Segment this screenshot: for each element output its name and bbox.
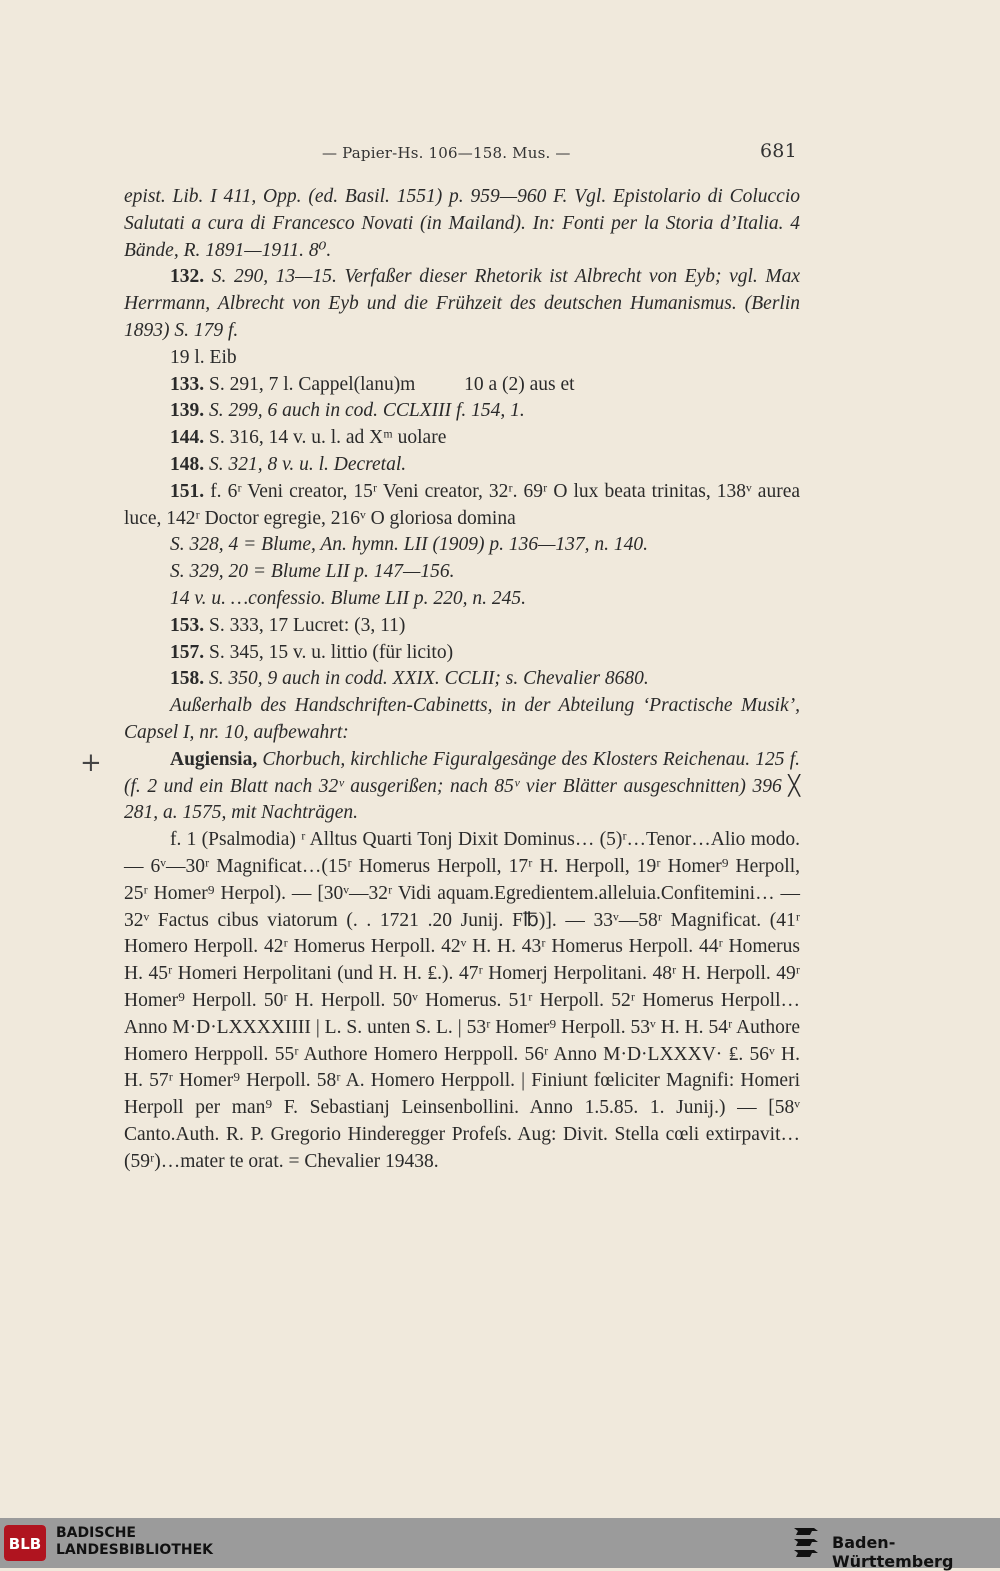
- note-text: S. 350, 9 auch in codd. XXIX. CCLII; s. Chevalier 8680.: [209, 668, 649, 690]
- note-number: 148.: [170, 453, 205, 475]
- note-number: 132.: [170, 266, 205, 288]
- note-133: [124, 372, 800, 399]
- entry-title: Augiensia,: [170, 748, 258, 770]
- note-text: S. 321, 8 v. u. l. Decretal.: [209, 453, 407, 475]
- note-number: 151.: [170, 480, 205, 502]
- footer-bar: [0, 1518, 1000, 1571]
- note-number: 158.: [170, 668, 205, 690]
- blb-line1: BADISCHE: [56, 1525, 136, 1541]
- note-151: [124, 479, 800, 533]
- running-header: [322, 140, 822, 162]
- paragraph-ausserhalb: Außerhalb des Handschriften-Cabinetts, in der Abteilung ‘Practische Musik’, Capsel I, nr. 10, aufbewahrt:: [124, 695, 800, 743]
- note-153: [124, 613, 800, 640]
- entry-description: Chorbuch, kirchliche Figuralgesänge des Klosters Reichenau. 125 f. (f. 2 und ein Blatt nach 32ᵛ ausgerißen; nach 85ᵛ vier Blätter ausgeschnitten) 396 ╳ 281, a. 1575, mit Nachträgen.: [124, 748, 800, 824]
- note-158: [124, 666, 800, 693]
- note-144: [124, 425, 800, 452]
- note-text: S. 290, 13—15. Verfaßer dieser Rhetorik ist Albrecht von Eyb; vgl. Max Herrmann, Albrecht von Eyb und die Frühzeit des deutschen Humanismus. (Berlin 1893) S. 179 f.: [124, 266, 801, 341]
- note-number: 157.: [170, 641, 205, 663]
- note-number: 153.: [170, 614, 205, 636]
- note-14: 14 v. u. …confessio. Blume LII p. 220, n. 245.: [170, 587, 527, 609]
- note-number: 144.: [170, 427, 205, 449]
- note-text: S. 333, 17 Lucret: (3, 11): [209, 614, 406, 636]
- blb-line2: LANDESBIBLIOTHEK: [56, 1542, 214, 1558]
- note-text: f. 6ʳ Veni creator, 15ʳ Veni creator, 32ʳ. 69ʳ O lux beata trinitas, 138ᵛ aurea luce, 142ʳ Doctor egregie, 216ᵛ O gloriosa domina: [124, 480, 800, 529]
- note-148: [124, 452, 800, 479]
- blb-name[interactable]: [56, 1525, 213, 1559]
- note-132: [124, 264, 800, 344]
- entry-augiensia: [124, 747, 800, 827]
- note-329: S. 329, 20 = Blume LII p. 147—156.: [170, 561, 455, 583]
- note-text: S. 316, 14 v. u. l. ad Xᵐ uolare: [209, 427, 447, 449]
- note-139: [124, 398, 800, 425]
- entry-contents: f. 1 (Psalmodia) ʳ Alltus Quarti Tonj Dixit Dominus… (5)ʳ…Tenor…Alio modo. — 6ᵛ—30ʳ Magnificat…(15ʳ Homerus Herpoll, 17ʳ H. Herpoll, 19ʳ Homer⁹ Herpoll, 25ʳ Homer⁹ Herpol). — [30ᵛ—32ʳ Vidi aquam.Egredientem.alleluia.Confitemini… — 32ᵛ Factus cibus viatorum (. . 1721 .20 Junij. F℔)]. — 33ᵛ—58ʳ Magnificat. (41ʳ Homero Herpoll. 42ʳ Homerus Herpoll. 42ᵛ H. H. 43ʳ Homerus Herpoll. 44ʳ Homerus H. 45ʳ Homeri Herpolitani (und H. H. ₤.). 47ʳ Homerj Herpolitani. 48ʳ H. Herpoll. 49ʳ Homer⁹ Herpoll. 50ʳ H. Herpoll. 50ᵛ Homerus. 51ʳ Herpoll. 52ʳ Homerus Herpoll…Anno M·D·LXXXXIIII | L. S. unten S. L. | 53ʳ Homer⁹ Herpoll. 53ᵛ H. H. 54ʳ Authore Homero Herppoll. 55ʳ Authore Homero Herppoll. 56ʳ Anno M·D·LXXXV· ₤. 56ᵛ H. H. 57ʳ Homer⁹ Herpoll. 58ʳ A. Homero Herppoll. | Finiunt fœliciter Magnifi: Homeri Herpoll per man⁹ F. Sebastianj Leinsenbollini. Anno 1.5.85. 1. Junij.) — [58ᵛ Canto.Auth. R. P. Gregorio Hinderegger Profeſs. Aug: Divit. Stella cœli extirpavit…(59ʳ)…mater te orat. = Chevalier 19438.: [124, 829, 800, 1172]
- note-number: 133.: [170, 373, 205, 395]
- margin-plus-mark: +: [80, 748, 102, 778]
- note-text: S. 345, 15 v. u. littio (für licito): [209, 641, 454, 663]
- note-157: [124, 640, 800, 667]
- blb-abbr: BLB: [8, 1535, 42, 1553]
- blb-logo-icon[interactable]: [4, 1525, 46, 1561]
- note-328: S. 328, 4 = Blume, An. hymn. LII (1909) p. 136—137, n. 140.: [170, 534, 649, 556]
- baden-wuerttemberg-label[interactable]: Baden-Württemberg: [832, 1533, 954, 1571]
- page-body: [124, 184, 800, 1175]
- note-text: S. 291, 7 l. Cappel(lanu)m 10 a (2) aus et: [209, 373, 575, 395]
- running-title: — Papier-Hs. 106—158. Mus. —: [322, 144, 571, 162]
- note-text: S. 299, 6 auch in cod. CCLXIII f. 154, 1.: [209, 400, 525, 422]
- note-number: 139.: [170, 400, 205, 422]
- baden-wuerttemberg-lions-icon: [790, 1525, 824, 1561]
- paragraph-epist: epist. Lib. I 411, Opp. (ed. Basil. 1551) p. 959—960 F. Vgl. Epistolario di Coluccio Salutati a cura di Francesco Novati (in Mailand). In: Fonti per la Storia d’Italia. 4 Bände, R. 1891—1911. 8⁰.: [124, 186, 800, 261]
- note-eib: 19 l. Eib: [170, 346, 237, 368]
- page-number: 681: [760, 140, 797, 162]
